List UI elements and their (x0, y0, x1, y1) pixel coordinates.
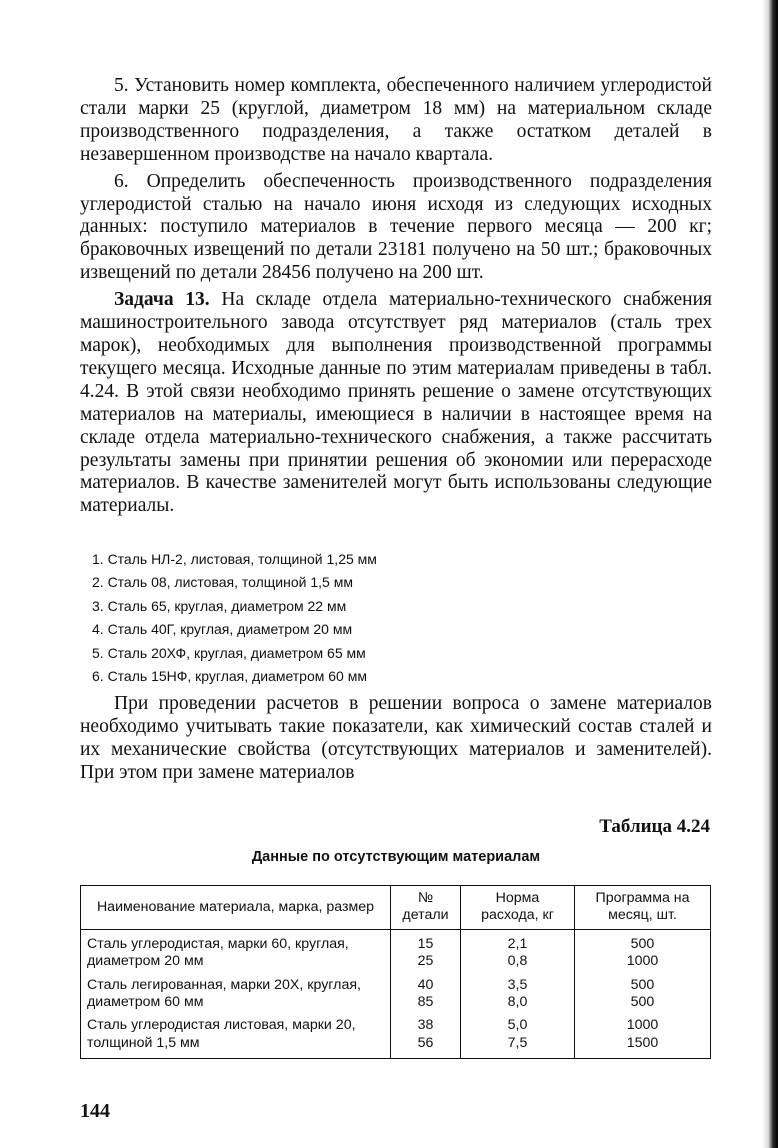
task-paragraph (80, 289, 712, 518)
cell-part-no: 15 25 (391, 929, 461, 973)
cell-material: Сталь углеродистая, марки 60, круглая, диаметром 20 мм (81, 929, 391, 973)
task-text: На складе отдела материально-технического снабжения машиностроительного завода отсутствует ряд материалов (сталь трех марок), необходимых для выполнения производственной программы текущего месяца. Исходные данные по этим материалам приведены в табл. 4.24. В этой связи необходимо принять решение о замене отсутствующих материалов на материалы, имеющиеся в наличии в настоящее время на складе отдела материально-технического снабжения, а также рассчитать результаты замены при принятии решения об экономии или перерасходе материалов. В качестве заменителей могут быть использованы следующие материалы. (80, 289, 713, 517)
list-item: 4. Сталь 40Г, круглая, диаметром 20 мм (92, 621, 353, 638)
substitutes-list (80, 548, 680, 688)
cell-norm: 5,0 7,5 (461, 1014, 575, 1058)
page-edge-shadow (762, 0, 778, 1148)
paragraph-item-6: 6. Определить обеспеченность производственного подразделения углеродистой сталью на начало июня исходя из следующих исходных данных: поступило материалов в течение первого месяца — 200 кг; браковочных извещений по детали 23181 получено на 50 шт.; браковочных извещений по детали 28456 получено на 200 шт. (80, 170, 712, 284)
cell-material: Сталь углеродистая листовая, марки 20, толщиной 1,5 мм (81, 1014, 391, 1058)
table-title: Данные по отсутствующим материалам (251, 849, 541, 865)
list-item: 5. Сталь 20ХФ, круглая, диаметром 65 мм (92, 644, 366, 661)
paragraph-after-list: При проведении расчетов в решении вопроса о замене материалов необходимо учитывать такие показатели, как химический состав сталей и их механические свойства (отсутствующих материалов и заменителей). При этом при замене материалов (80, 693, 712, 783)
list-item: 1. Сталь НЛ-2, листовая, толщиной 1,25 мм (92, 551, 377, 567)
table-header-row (81, 886, 711, 930)
cell-part-no: 40 85 (391, 974, 461, 1015)
header-part-no: № детали (391, 886, 461, 930)
cell-part-no: 38 56 (391, 1014, 461, 1058)
materials-table (80, 885, 711, 1059)
table-row (81, 929, 711, 973)
page-number: 144 (80, 1100, 110, 1122)
task-heading: Задача 13. (114, 289, 210, 311)
cell-material: Сталь легированная, марки 20Х, круглая, диаметром 60 мм (81, 974, 391, 1015)
cell-norm: 3,5 8,0 (461, 974, 575, 1015)
list-item: 2. Сталь 08, листовая, толщиной 1,5 мм (92, 574, 353, 591)
list-item: 3. Сталь 65, круглая, диаметром 22 мм (92, 597, 347, 614)
table-row (81, 974, 711, 1015)
text-block-bottom (80, 693, 712, 785)
cell-norm: 2,1 0,8 (461, 929, 575, 973)
cell-program: 1000 1500 (575, 1014, 711, 1058)
header-program: Программа на месяц, шт. (575, 886, 711, 930)
header-material: Наименование материала, марка, размер (81, 886, 391, 930)
table-label: Таблица 4.24 (599, 816, 710, 837)
list-item: 6. Сталь 15НФ, круглая, диаметром 60 мм (92, 668, 367, 685)
table-row (81, 1014, 711, 1058)
cell-program: 500 500 (575, 974, 711, 1015)
paragraph-item-5: 5. Установить номер комплекта, обеспеченного наличием углеродистой стали марки 25 (круглой, диаметром 18 мм) на материальном складе производственного подразделения, а также остатком деталей в незавершенном производстве на начало квартала. (80, 75, 712, 165)
header-norm: Норма расхода, кг (461, 886, 575, 930)
text-block-top (80, 75, 712, 518)
cell-program: 500 1000 (575, 929, 711, 973)
